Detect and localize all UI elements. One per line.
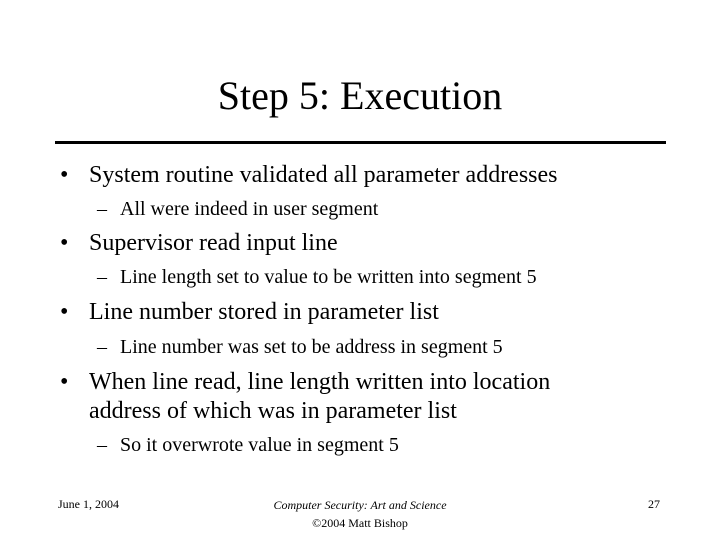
sub-bullet-marker: – — [97, 336, 107, 358]
bullet-3-sub-text: Line number was set to be address in segment 5 — [120, 336, 503, 358]
sub-bullet-marker: – — [97, 266, 107, 288]
bullet-2-sub-text: Line length set to value to be written into segment 5 — [120, 266, 537, 288]
sub-bullet-marker: – — [97, 198, 107, 220]
footer-center — [210, 496, 510, 532]
bullet-marker: • — [60, 230, 69, 256]
bullet-2-text: Supervisor read input line — [89, 230, 338, 256]
bullet-4-text-line-1: When line read, line length written into location — [89, 369, 551, 395]
bullet-marker: • — [60, 162, 69, 188]
bullet-4-text-line-2: address of which was in parameter list — [89, 398, 457, 424]
footer-date: June 1, 2004 — [58, 497, 119, 511]
bullet-3-text: Line number stored in parameter list — [89, 299, 439, 325]
footer-course-title: Computer Security: Art and Science — [273, 498, 447, 512]
bullet-marker: • — [60, 299, 69, 325]
page-number: 27 — [648, 497, 660, 511]
bullet-1-text: System routine validated all parameter addresses — [89, 162, 558, 188]
slide-title: Step 5: Execution — [217, 73, 503, 118]
sub-bullet-marker: – — [97, 434, 107, 456]
bullet-marker: • — [60, 369, 69, 395]
footer-copyright: ©2004 Matt Bishop — [312, 516, 408, 530]
bullet-1-sub-text: All were indeed in user segment — [120, 198, 379, 220]
bullet-4-sub-text: So it overwrote value in segment 5 — [120, 434, 399, 456]
